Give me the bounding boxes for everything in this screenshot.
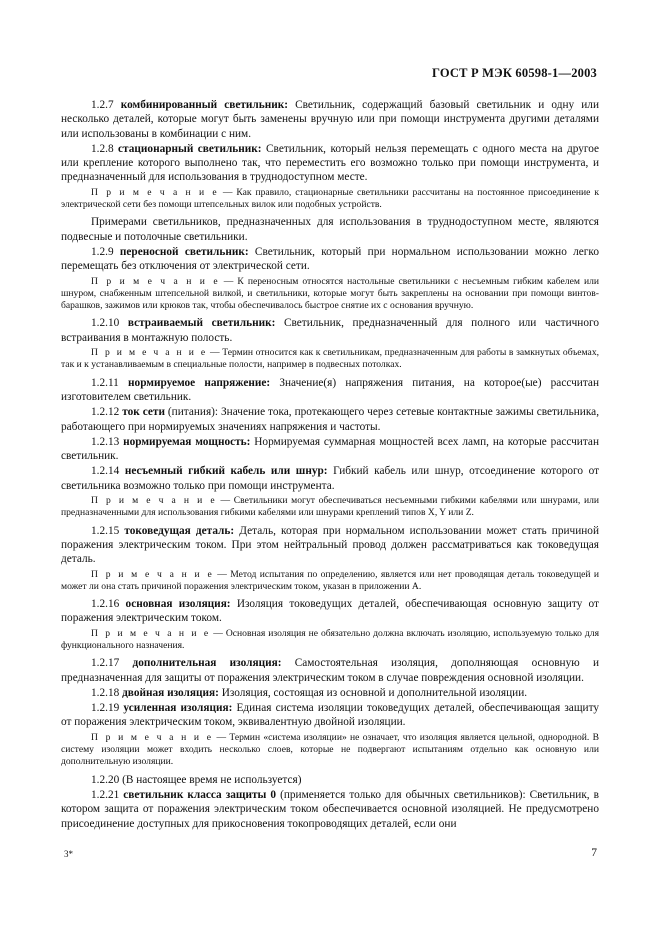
- definition-paragraph: [61, 773, 599, 787]
- clause-number: 1.2.21: [91, 788, 120, 801]
- defined-term: несъемный гибкий кабель или шнур:: [124, 465, 328, 478]
- definition-text: Деталь, которая при нормальном использовании может стать причиной поражения электрическим током. При этом нейтральный провод должен рассматриваться как токоведущая деталь.: [61, 524, 599, 566]
- note-paragraph: [61, 569, 599, 594]
- defined-term: дополнительная изоляция:: [132, 657, 282, 670]
- clause-number: 1.2.17: [91, 657, 120, 670]
- note-paragraph: [61, 187, 599, 212]
- note-text: — Как правило, стационарные светильники рассчитаны на постоянное присоединение к электрической сети без помощи штепсельных вилок или подобных устройств.: [61, 186, 600, 211]
- note-label: П р и м е ч а н и е: [91, 495, 217, 507]
- clause-number: 1.2.9: [91, 245, 114, 258]
- clause-number: 1.2.13: [91, 435, 120, 448]
- definition-paragraph: [61, 316, 599, 345]
- note-paragraph: [61, 495, 599, 520]
- definition-text: Самостоятельная изоляция, дополняющая основную и предназначенная для защиты от поражения электрическим током в случае повреждения основной изоляции.: [61, 657, 599, 684]
- definition-text: Светильник, содержащий базовый светильник и одну или несколько деталей, которые могут быть заменены вручную или при помощи инструмента другими деталями или использованы в комбинации с ним.: [61, 99, 599, 140]
- definition-text: Светильник, который нельзя перемещать с одного места на другое или крепление которого выполнено так, что переместить его возможно только при помощи инструмента, и предназначенный для использования в труднодоступном месте.: [61, 142, 600, 184]
- defined-term: нормируемое напряжение:: [128, 376, 271, 389]
- note-paragraph: [61, 347, 599, 372]
- definition-text: (применяется только для обычных светильников): Светильник, в котором защита от поражения электрическим током обеспечивается основной изоляцией. Не предусмотрено присоединение доступных для прикосновения токопроводящих деталей, если они: [61, 788, 600, 830]
- definition-paragraph: [61, 701, 599, 730]
- note-text: — Термин «система изоляции» не означает, что изоляция является цельной, однородной. В систему изоляции может входить несколько слоев, которые не подвергают испытаниям отдельно как основную или дополнительную изоляции.: [61, 731, 599, 768]
- definition-text: Светильник, который при нормальном использовании можно легко перемещать без отключения от электрической сети.: [61, 245, 599, 273]
- clause-number: 1.2.7: [91, 99, 114, 111]
- note-text: — Метод испытания по определению, является или нет проводящая деталь токоведущей и может ли она стать причиной поражения электрическим током, указан в приложении А.: [61, 568, 600, 592]
- definition-paragraph: [61, 405, 599, 434]
- definition-text: Единая система изоляции токоведущих деталей, обеспечивающая защиту от поражения электрическим током, эквивалентную двойной изоляции.: [61, 702, 600, 729]
- defined-term: двойная изоляция:: [122, 686, 219, 699]
- defined-term: переносной светильник:: [119, 245, 249, 258]
- defined-term: основная изоляция:: [125, 598, 231, 611]
- note-text: — К переносным относятся настольные светильники с несъемным гибким кабелем или шнуром, снабженным штепсельной вилкой, и светильники, которые могут быть закреплены на основании при помощи винтов-барашков, зажимов или крюков так, чтобы обеспечивалось быстрое снятие их с основания вручную.: [61, 275, 599, 312]
- definition-paragraph: [61, 245, 599, 274]
- note-text: — Основная изоляция не обязательно должна включать изоляцию, используемую только для функционального назначения.: [61, 627, 599, 651]
- definition-paragraph: [61, 686, 599, 700]
- definition-text: Значение(я) напряжения питания, на которое(ые) рассчитан изготовителем светильник.: [61, 376, 599, 403]
- note-label: П р и м е ч а н и е: [91, 568, 214, 580]
- page-number: 7: [591, 847, 597, 859]
- footer-signature-mark: 3*: [64, 849, 73, 859]
- note-label: П р и м е ч а н и е: [91, 627, 211, 639]
- document-header: ГОСТ Р МЭК 60598-1—2003: [432, 66, 597, 80]
- clause-number: 1.2.8: [91, 142, 114, 155]
- clause-number: 1.2.10: [91, 317, 120, 330]
- defined-term: светильник класса защиты 0: [123, 788, 277, 801]
- definition-paragraph: [61, 656, 599, 685]
- definition-text: Нормируемая суммарная мощностей всех ламп, на которые рассчитан светильник.: [61, 435, 599, 463]
- defined-term: встраиваемый светильник:: [127, 317, 276, 330]
- definition-paragraph: [61, 98, 599, 141]
- note-text: — Термин относится как к светильникам, предназначенным для работы в замкнутых объемах, так и к устанавливаемым в специальные полости, например в подвесных потолках.: [61, 347, 600, 371]
- definition-paragraph: [61, 464, 599, 493]
- clause-number: 1.2.16: [91, 598, 120, 611]
- note-label: П р и м е ч а н и е: [91, 731, 214, 743]
- clause-number: 1.2.12: [91, 406, 120, 419]
- note-label: П р и м е ч а н и е: [91, 186, 219, 198]
- note-paragraph: [61, 628, 599, 653]
- definition-text: (В настоящее время не используется): [122, 773, 302, 786]
- definition-text: Светильник, предназначенный для полного или частичного встраивания в монтажную полость.: [61, 317, 600, 344]
- defined-term: ток сети: [122, 406, 165, 419]
- definition-text: Изоляция, состоящая из основной и дополнительной изоляции.: [218, 686, 528, 699]
- clause-number: 1.2.18: [91, 686, 120, 699]
- definition-paragraph: [61, 788, 599, 831]
- note-paragraph: [61, 732, 599, 769]
- note-text: — Светильники могут обеспечиваться несъемными гибкими кабелями или шнурами, или предназначенными для использования гибкими кабелями или шнурами креплений типов X, Y или Z.: [61, 495, 600, 519]
- defined-term: токоведущая деталь:: [124, 524, 235, 537]
- clause-number: 1.2.14: [91, 465, 120, 478]
- definition-paragraph: [61, 142, 599, 185]
- defined-term: комбинированный светильник:: [120, 99, 288, 111]
- clause-number: 1.2.11: [91, 376, 119, 389]
- defined-term: усиленная изоляция:: [123, 702, 233, 715]
- note-label: П р и м е ч а н и е: [91, 275, 220, 287]
- body-paragraph: Примерами светильников, предназначенных для использования в труднодоступном месте, являются подвесные и потолочные светильники.: [61, 216, 599, 243]
- definition-paragraph: [61, 435, 599, 464]
- definition-text: Изоляция токоведущих деталей, обеспечивающая основную защиту от поражения электрическим током.: [61, 598, 599, 625]
- clause-number: 1.2.19: [91, 702, 120, 715]
- note-label: П р и м е ч а н и е: [91, 347, 208, 359]
- definition-text: Гибкий кабель или шнур, отсоединение которого от светильника возможно только при помощи инструмента.: [61, 465, 600, 492]
- definition-text: (питания): Значение тока, протекающего через сетевые контактные зажимы светильника, работающего при нормируемых значениях напряжения и частоты.: [61, 406, 600, 433]
- document-body: [61, 98, 599, 832]
- defined-term: нормируемая мощность:: [123, 435, 251, 448]
- definition-paragraph: [61, 597, 599, 626]
- defined-term: стационарный светильник:: [118, 142, 262, 155]
- definition-paragraph: [61, 524, 599, 567]
- definition-paragraph: [61, 376, 599, 405]
- note-paragraph: [61, 276, 599, 313]
- clause-number: 1.2.15: [91, 524, 120, 537]
- clause-number: 1.2.20: [91, 773, 120, 786]
